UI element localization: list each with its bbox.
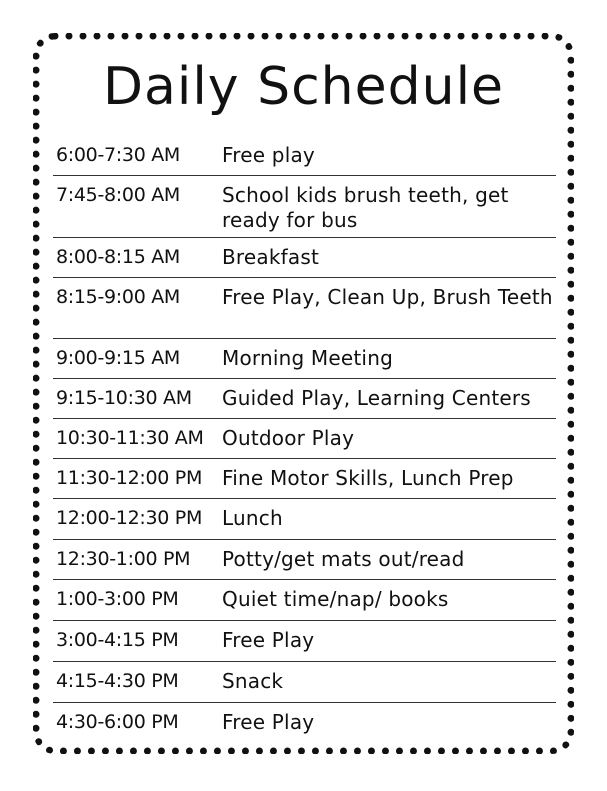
- page-title: Daily Schedule: [102, 57, 505, 117]
- schedule-time: 9:15-10:30 AM: [56, 387, 192, 409]
- schedule-time: 4:15-4:30 PM: [56, 670, 179, 692]
- schedule-row: [53, 238, 556, 278]
- schedule-time: 8:00-8:15 AM: [56, 246, 181, 268]
- schedule-activity: Free Play: [222, 710, 315, 734]
- schedule-time: 11:30-12:00 PM: [56, 467, 203, 489]
- schedule-activity: Free Play: [222, 628, 315, 652]
- schedule-time: 7:45-8:00 AM: [56, 184, 181, 206]
- schedule-row: [53, 278, 556, 339]
- schedule-time: 9:00-9:15 AM: [56, 347, 181, 369]
- schedule-activity: Outdoor Play: [222, 426, 355, 450]
- schedule-row: [53, 499, 556, 540]
- schedule-activity: Guided Play, Learning Centers: [222, 386, 531, 410]
- schedule-activity: Potty/get mats out/read: [222, 547, 465, 571]
- schedule-time: 12:00-12:30 PM: [56, 507, 203, 529]
- schedule-row: [53, 621, 556, 662]
- schedule-row: [53, 703, 556, 743]
- schedule-activity: Lunch: [222, 506, 283, 530]
- schedule-activity: Breakfast: [222, 245, 320, 269]
- schedule-activity: Morning Meeting: [222, 346, 393, 370]
- schedule-time: 1:00-3:00 PM: [56, 588, 179, 610]
- schedule-time: 10:30-11:30 AM: [56, 427, 204, 449]
- schedule-activity: Quiet time/nap/ books: [222, 587, 449, 611]
- schedule-row: [53, 459, 556, 499]
- schedule-time: 12:30-1:00 PM: [56, 548, 191, 570]
- schedule-table: [53, 136, 556, 743]
- schedule-time: 8:15-9:00 AM: [56, 286, 181, 308]
- schedule-row: [53, 176, 556, 238]
- schedule-row: [53, 136, 556, 176]
- schedule-time: 6:00-7:30 AM: [56, 144, 181, 166]
- schedule-row: [53, 662, 556, 703]
- schedule-activity: Free play: [222, 143, 315, 167]
- schedule-row: [53, 580, 556, 621]
- schedule-activity: School kids brush teeth, get ready for bus: [222, 183, 509, 232]
- schedule-row: [53, 379, 556, 419]
- schedule-row: [53, 540, 556, 580]
- schedule-time: 4:30-6:00 PM: [56, 711, 179, 733]
- schedule-row: [53, 339, 556, 379]
- schedule-activity: Free Play, Clean Up, Brush Teeth: [222, 285, 553, 309]
- schedule-time: 3:00-4:15 PM: [56, 629, 179, 651]
- schedule-activity: Snack: [222, 669, 284, 693]
- schedule-activity: Fine Motor Skills, Lunch Prep: [222, 466, 514, 490]
- schedule-row: [53, 419, 556, 459]
